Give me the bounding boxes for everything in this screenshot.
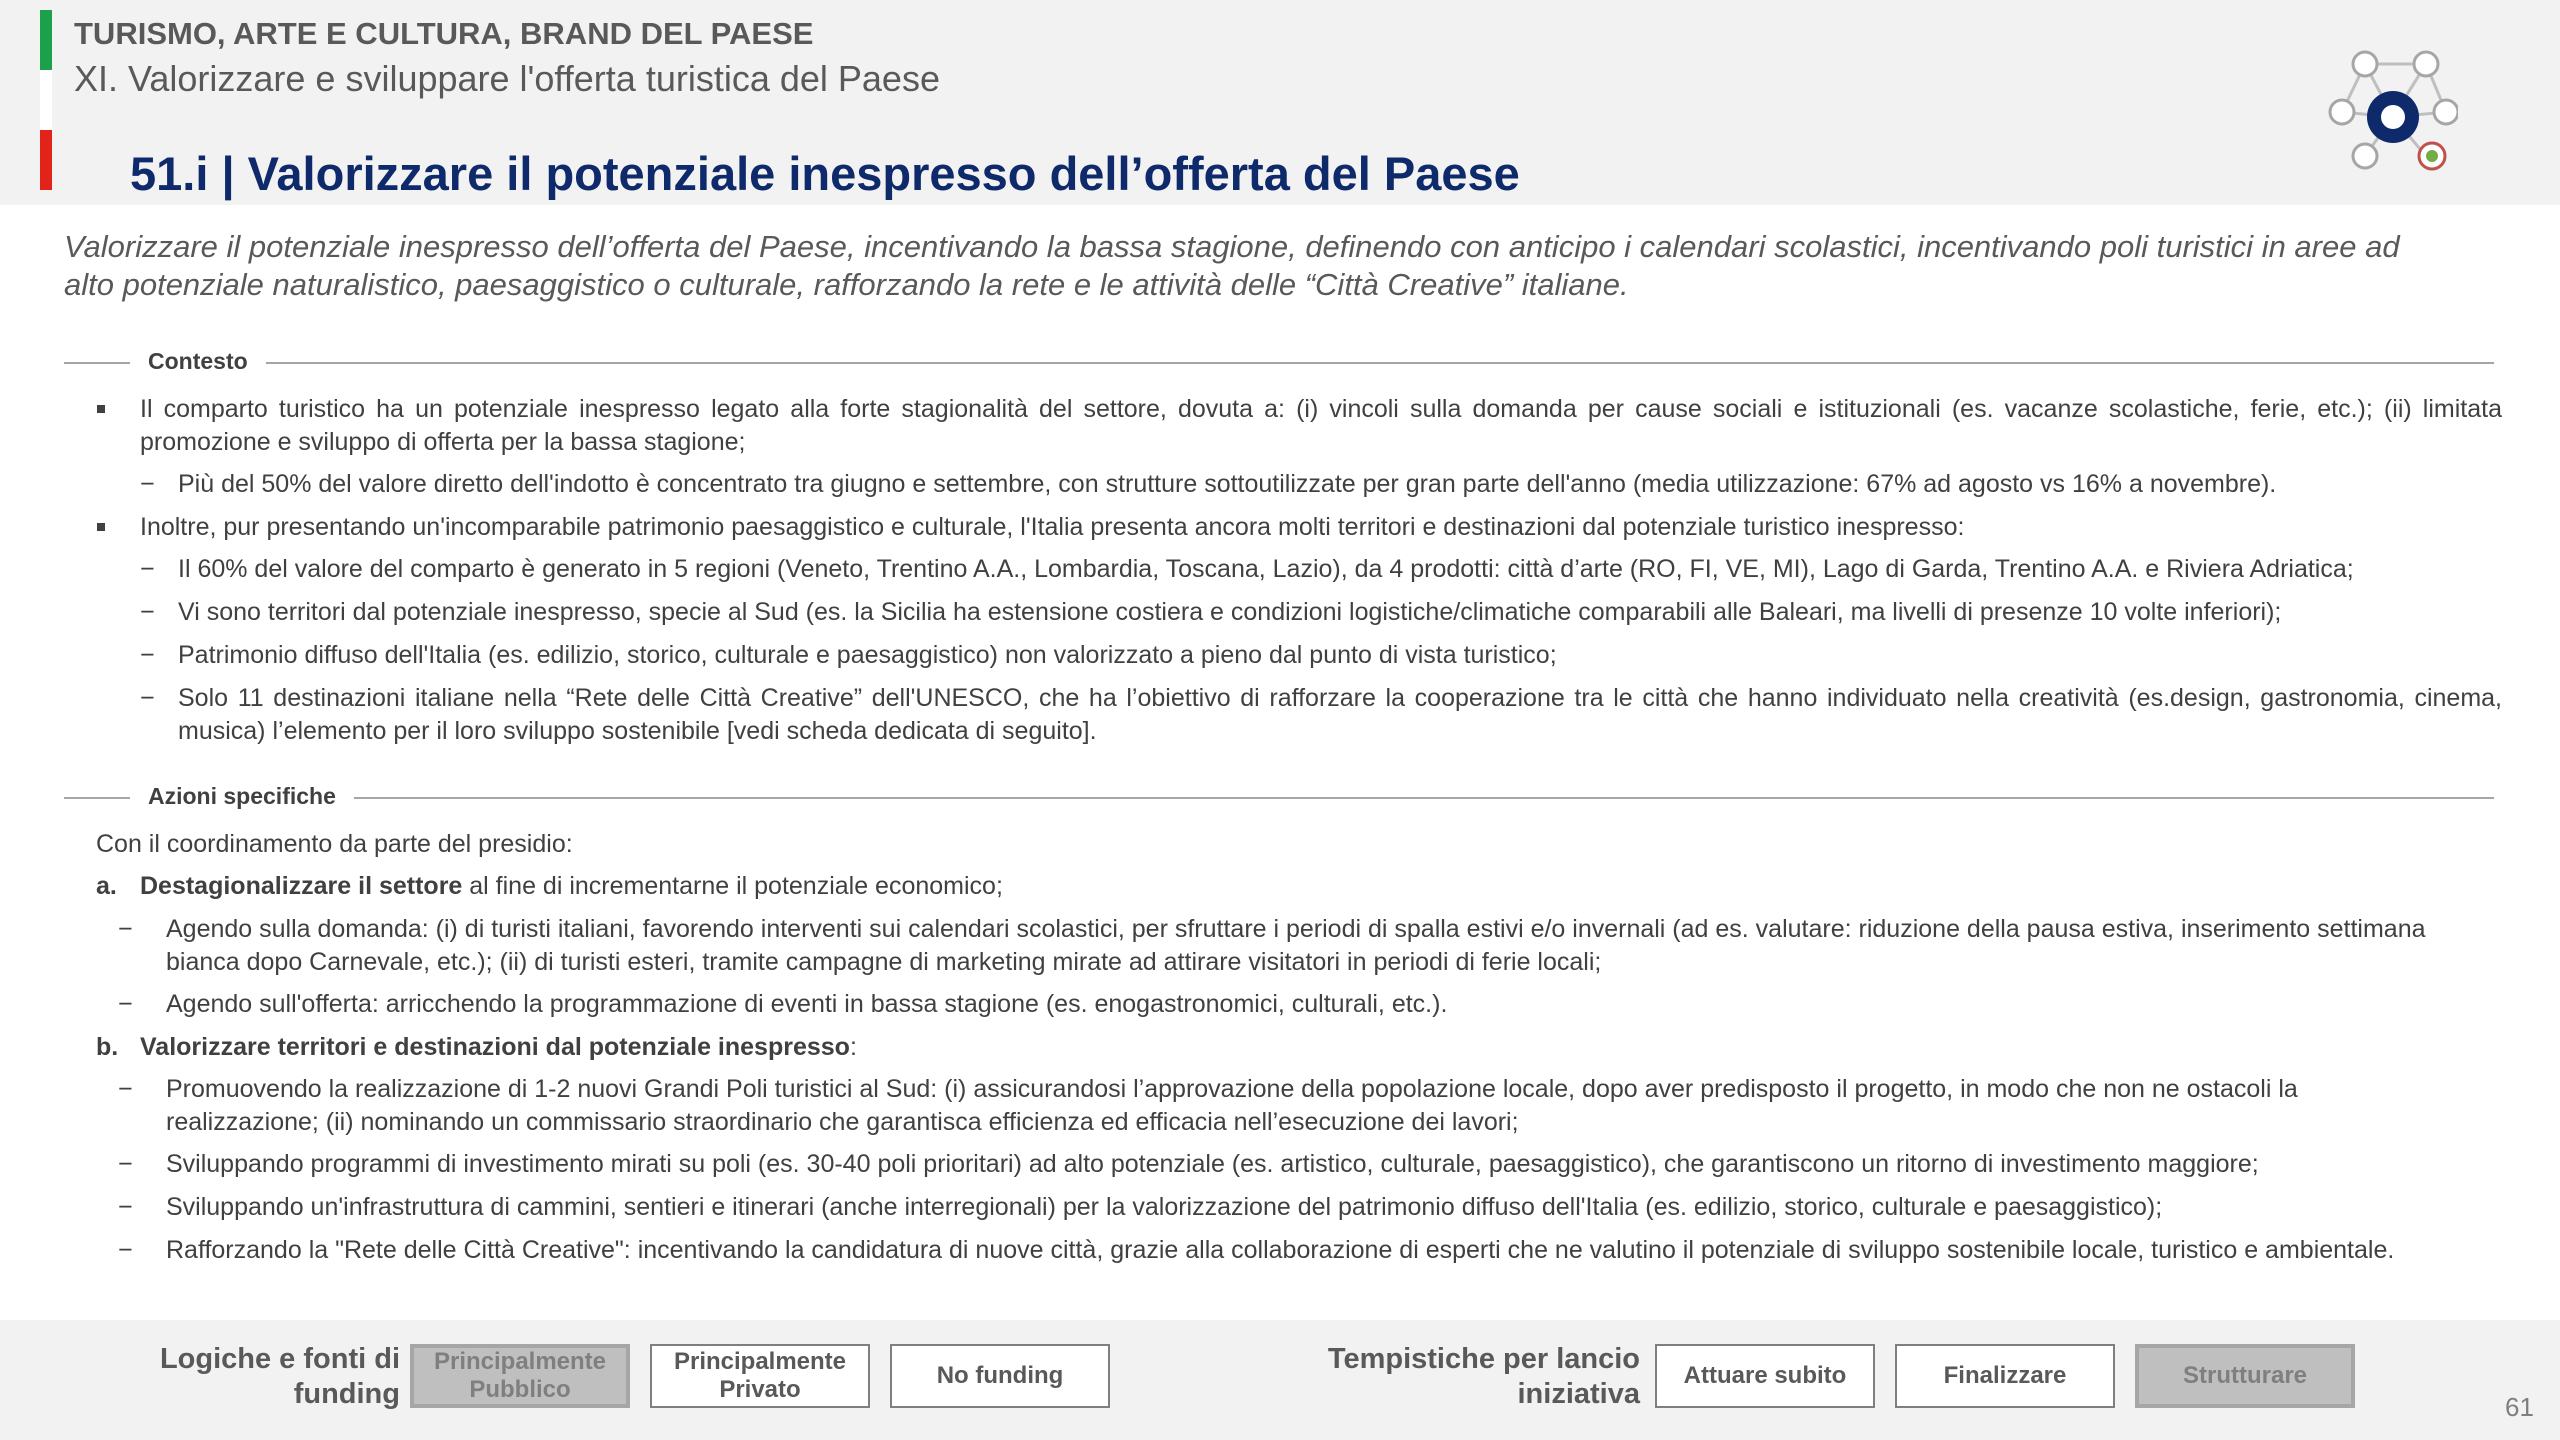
- funding-label: [100, 1342, 400, 1412]
- list-marker-a: a.: [96, 872, 117, 900]
- azioni-item-b: [140, 1031, 2502, 1064]
- dash-marker: −: [118, 1236, 133, 1264]
- funding-option-no-funding[interactable]: No funding: [890, 1344, 1110, 1408]
- timing-label: [1250, 1342, 1640, 1412]
- contesto-rule: [64, 362, 2494, 364]
- dash-marker: −: [140, 641, 155, 669]
- azioni-item-a: [140, 870, 2502, 903]
- contesto-bullet-2: Inoltre, pur presentando un'incomparabile patrimonio paesaggistico e culturale, l'Italia presenta ancora molti territori e destinazioni dal potenziale turistico inespresso:: [140, 513, 1965, 541]
- azioni-item-a-text: al fine di incrementarne il potenziale economico;: [462, 872, 1003, 900]
- dash-marker: −: [140, 598, 155, 626]
- contesto-bullet-1-sub-1: Più del 50% del valore diretto dell'indotto è concentrato tra giugno e settembre, con strutture sottoutilizzate per gran parte dell'anno (media utilizzazione: 67% ad agosto vs 16% a novembre).: [178, 470, 2277, 498]
- page-title: 51.i | Valorizzare il potenziale inespresso dell’offerta del Paese: [130, 147, 1520, 200]
- timing-option-attuare-subito[interactable]: Attuare subito: [1655, 1344, 1875, 1408]
- timing-option-strutturare[interactable]: Strutturare: [2135, 1344, 2355, 1408]
- azioni-item-a-sub-2: Agendo sull'offerta: arricchendo la programmazione di eventi in bassa stagione (es. enogastronomici, culturali, etc.).: [166, 990, 1448, 1018]
- dash-marker: −: [140, 470, 155, 498]
- azioni-item-b-sub-4: Rafforzando la "Rete delle Città Creative": incentivando la candidatura di nuove città, grazie alla collaborazione di esperti che ne valutino il potenziale di sviluppo sostenibile locale, turistico e ambientale.: [166, 1236, 2395, 1264]
- funding-label-line-1: Logiche e fonti di: [159, 1343, 400, 1375]
- flag-red-stripe: [40, 130, 52, 190]
- contesto-bullet-2-sub-1: Il 60% del valore del comparto è generato in 5 regioni (Veneto, Trentino A.A., Lombardia, Toscana, Lazio), da 4 prodotti: città d’arte (RO, FI, VE, MI), Lago di Garda, Trentino A.A. e Riviera Adriatica;: [178, 555, 2354, 583]
- list-marker-b: b.: [96, 1033, 119, 1061]
- flag-white-stripe: [40, 70, 52, 130]
- funding-option-pubblico[interactable]: Principalmente Pubblico: [410, 1344, 630, 1408]
- azioni-item-a-title: Destagionalizzare il settore: [140, 872, 463, 900]
- dash-marker: −: [118, 915, 133, 943]
- contesto-bullet-2-sub-4: Solo 11 destinazioni italiane nella “Rete delle Città Creative” dell'UNESCO, che ha l’obiettivo di rafforzare la cooperazione tra le città che hanno individuato nella creatività (es.design, gastronomia, cinema, musica) l’elemento per il loro sviluppo sostenibile [vedi scheda dedicata di seguito].: [178, 684, 2502, 745]
- azioni-rule: [64, 797, 2494, 799]
- dash-marker: −: [140, 684, 155, 712]
- azioni-label: Azioni specifiche: [130, 783, 354, 810]
- lead-line-1: Valorizzare il potenziale inespresso dell’offerta del Paese, incentivando la bassa stagione, definendo con anticipo i calendari scolastici, incentivando poli turistici in aree ad: [64, 229, 2400, 264]
- section-title: TURISMO, ARTE E CULTURA, BRAND DEL PAESE: [74, 16, 814, 51]
- timing-option-finalizzare[interactable]: Finalizzare: [1895, 1344, 2115, 1408]
- contesto-bullet-2-sub-3: Patrimonio diffuso dell'Italia (es. edilizio, storico, culturale e paesaggistico) non valorizzato a pieno dal punto di vista turistico;: [178, 641, 1557, 669]
- bullet-square: [97, 523, 105, 531]
- dash-marker: −: [118, 1075, 133, 1103]
- lead-line-2: alto potenziale naturalistico, paesaggistico o culturale, rafforzando la rete e le attività delle “Città Creative” italiane.: [64, 267, 1629, 302]
- bullet-square: [97, 405, 105, 413]
- azioni-item-b-sub-2: Sviluppando programmi di investimento mirati su poli (es. 30-40 poli prioritari) ad alto potenziale (es. artistico, culturale, paesaggistico), che garantiscono un ritorno di investimento maggiore;: [166, 1150, 2259, 1178]
- lead-paragraph: [64, 228, 2504, 304]
- dash-marker: −: [140, 555, 155, 583]
- contesto-label: Contesto: [130, 348, 266, 375]
- azioni-item-b-text: :: [849, 1033, 857, 1061]
- timing-label-line-1: Tempistiche per lancio: [1327, 1343, 1640, 1375]
- azioni-intro: Con il coordinamento da parte del presidio:: [96, 830, 573, 858]
- azioni-item-a-sub-1: Agendo sulla domanda: (i) di turisti italiani, favorendo interventi sui calendari scolastici, per sfruttare i periodi di spalla estivi e/o invernali (ad es. valutare: riduzione della pausa estiva, inserimento settimana bianca dopo Carnevale, etc.); (ii) di turisti esteri, tramite campagne di marketing mirate ad attirare visitatori in periodi di ferie locali;: [166, 915, 2426, 976]
- funding-option-privato[interactable]: Principalmente Privato: [650, 1344, 870, 1408]
- timing-label-line-2: iniziativa: [1517, 1378, 1640, 1410]
- contesto-bullet-2-sub-2: Vi sono territori dal potenziale inespresso, specie al Sud (es. la Sicilia ha estensione costiera e condizioni logistiche/climatiche comparabili alle Baleari, ma livelli di presenze 10 volte inferiori);: [178, 598, 2282, 626]
- flag-green-stripe: [40, 10, 52, 70]
- network-logo-icon: [2328, 42, 2458, 182]
- contesto-bullet-1: Il comparto turistico ha un potenziale inespresso legato alla forte stagionalità del settore, dovuta a: (i) vincoli sulla domanda per cause sociali e istituzionali (es. vacanze scolastiche, ferie, etc.); (ii) limitata promozione e sviluppo di offerta per la bassa stagione;: [140, 395, 2502, 456]
- dash-marker: −: [118, 1193, 133, 1221]
- azioni-item-b-sub-3: Sviluppando un'infrastruttura di cammini, sentieri e itinerari (anche interregionali) per la valorizzazione del patrimonio diffuso dell'Italia (es. edilizio, storico, culturale e paesaggistico);: [166, 1193, 2163, 1221]
- dash-marker: −: [118, 1150, 133, 1178]
- funding-label-line-2: funding: [293, 1378, 400, 1410]
- azioni-item-b-title: Valorizzare territori e destinazioni dal potenziale inespresso: [140, 1033, 850, 1061]
- page-number: 61: [2505, 1392, 2534, 1422]
- dash-marker: −: [118, 990, 133, 1018]
- azioni-item-b-sub-1: Promuovendo la realizzazione di 1-2 nuovi Grandi Poli turistici al Sud: (i) assicurandosi l’approvazione della popolazione locale, dopo aver predisposto il progetto, in modo che non ne ostacoli la realizzazione; (ii) nominando un commissario straordinario che garantisca efficienza ed efficacia nell’esecuzione dei lavori;: [166, 1075, 2298, 1136]
- section-subtitle: XI. Valorizzare e sviluppare l'offerta turistica del Paese: [74, 58, 940, 99]
